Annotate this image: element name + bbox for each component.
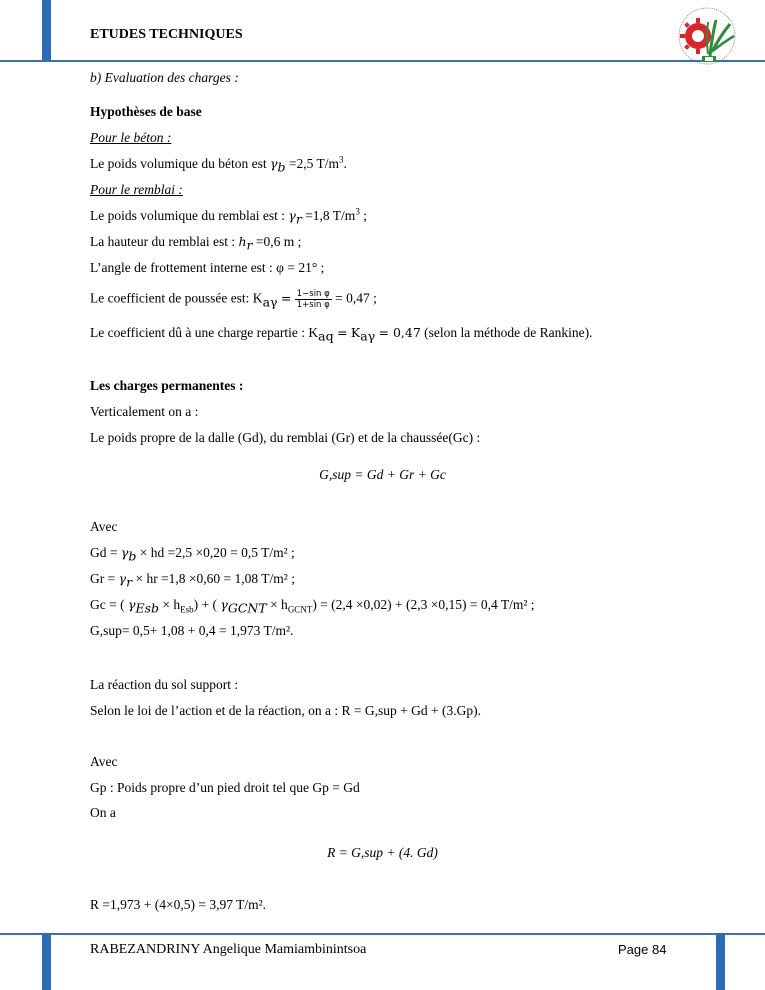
gr-suffix: × hr =1,8 ×0,60 = 1,08 T/m² ; <box>135 571 295 586</box>
gamma-symbol: γ <box>127 597 136 612</box>
remblai-hauteur-value: =0,6 m ; <box>255 234 302 249</box>
h-subscript-esb: Esb <box>180 604 194 615</box>
semicolon: ; <box>359 208 367 223</box>
gr-line <box>90 571 295 590</box>
subscript-r: r <box>295 211 302 227</box>
charge-value: = 0,47 <box>378 325 421 340</box>
subscript-aq: aq <box>318 328 334 344</box>
fraction-denominator: 1+sin φ <box>296 300 330 310</box>
charge-text: Le coefficient dû à une charge repartie : K <box>90 325 319 340</box>
permanentes-line2: Le poids propre de la dalle (Gd), du remblai (Gr) et de la chaussée(Gc) : <box>90 430 481 445</box>
gc-mid1: × h <box>162 597 181 612</box>
superscript-3: 3 <box>355 206 360 217</box>
remblai-label: Pour le remblai : <box>90 182 183 197</box>
right-sidebar-bar-bottom <box>716 933 725 990</box>
on-a-line: On a <box>90 805 116 820</box>
remblai-poids-value: =1,8 T/m <box>305 208 356 223</box>
header-rule <box>0 60 765 62</box>
gr-prefix: Gr = <box>90 571 116 586</box>
beton-value: =2,5 T/m <box>288 156 339 171</box>
section-heading: b) Evaluation des charges : <box>90 70 239 85</box>
gamma-symbol: γ <box>269 156 278 171</box>
equals-sign: = <box>336 325 348 340</box>
gc-prefix: Gc = ( <box>90 597 125 612</box>
gc-line <box>90 597 535 616</box>
gsup-result: G,sup= 0,5+ 1,08 + 0,4 = 1,973 T/m². <box>90 623 294 638</box>
reaction-avec: Avec <box>90 754 118 769</box>
charge-line <box>90 325 593 344</box>
subscript-b: b <box>277 159 286 175</box>
poussee-value: = 0,47 ; <box>335 290 377 306</box>
subscript-ay: aγ <box>262 294 278 310</box>
left-sidebar-bar-bottom <box>42 933 51 990</box>
gsup-formula: G,sup = Gd + Gr + Gc <box>319 467 446 482</box>
footer-author: RABEZANDRINY Angelique Mamiambinintsoa <box>90 942 367 957</box>
permanentes-avec: Avec <box>90 519 118 534</box>
gamma-symbol: γ <box>118 571 127 586</box>
reaction-line1: Selon le loi de l’action et de la réaction, on a : R = G,sup + Gd + (3.Gp). <box>90 703 481 718</box>
angle-line: L’angle de frottement interne est : φ = 21° ; <box>90 260 325 275</box>
beton-label: Pour le béton : <box>90 130 172 145</box>
charge-note: (selon la méthode de Rankine). <box>424 325 593 340</box>
r-result: R =1,973 + (4×0,5) = 3,97 T/m². <box>90 897 267 912</box>
school-logo-icon <box>672 6 742 66</box>
remblai-poids-text: Le poids volumique du remblai est : <box>90 208 285 223</box>
permanentes-line1: Verticalement on a : <box>90 404 199 419</box>
subscript-r: r <box>246 237 253 253</box>
period: . <box>343 156 347 171</box>
poussee-text: Le coefficient de poussée est: K <box>90 290 263 306</box>
remblai-poids-line <box>90 206 367 227</box>
subscript-gcnt: GCNT <box>227 600 267 616</box>
gd-suffix: × hd =2,5 ×0,20 = 0,5 T/m² ; <box>139 545 295 560</box>
subscript-ay: aγ <box>360 328 376 344</box>
remblai-hauteur-line <box>90 234 302 253</box>
gc-mid3: × h <box>270 597 288 612</box>
permanentes-title: Les charges permanentes : <box>90 378 244 393</box>
hypotheses-title: Hypothèses de base <box>90 104 202 119</box>
fraction-numerator: 1−sin φ <box>296 289 330 299</box>
footer-rule <box>0 933 765 935</box>
h-symbol: h <box>238 234 247 249</box>
subscript-b: b <box>128 548 137 564</box>
reaction-title: La réaction du sol support : <box>90 677 239 692</box>
gd-line <box>90 545 295 564</box>
footer-page-number: Page 84 <box>618 942 667 957</box>
superscript-3: 3 <box>338 154 344 165</box>
header-title: ETUDES TECHNIQUES <box>90 27 243 42</box>
remblai-hauteur-text: La hauteur du remblai est : <box>90 234 236 249</box>
gc-suffix: ) = (2,4 ×0,02) + (2,3 ×0,15) = 0,4 T/m² ; <box>312 597 535 612</box>
gc-mid2: ) + ( <box>193 597 217 612</box>
beton-line <box>90 154 347 175</box>
subscript-esb: Esb <box>135 600 160 616</box>
k-symbol: K <box>350 325 361 340</box>
gamma-symbol: γ <box>120 545 129 560</box>
gp-line: Gp : Poids propre d’un pied droit tel que Gp = Gd <box>90 780 360 795</box>
poussee-line <box>90 289 377 310</box>
r-formula: R = G,sup + (4. Gd) <box>327 845 438 860</box>
equals-sign: = <box>280 290 292 306</box>
subscript-r: r <box>126 574 133 590</box>
gamma-symbol: γ <box>288 208 296 223</box>
left-sidebar-bar-top <box>42 0 51 60</box>
beton-text: Le poids volumique du béton est <box>90 156 267 171</box>
gd-prefix: Gd = <box>90 545 118 560</box>
poussee-fraction <box>295 289 332 310</box>
gamma-symbol: γ <box>220 597 228 612</box>
h-subscript-gcnt: GCNT <box>287 604 313 615</box>
